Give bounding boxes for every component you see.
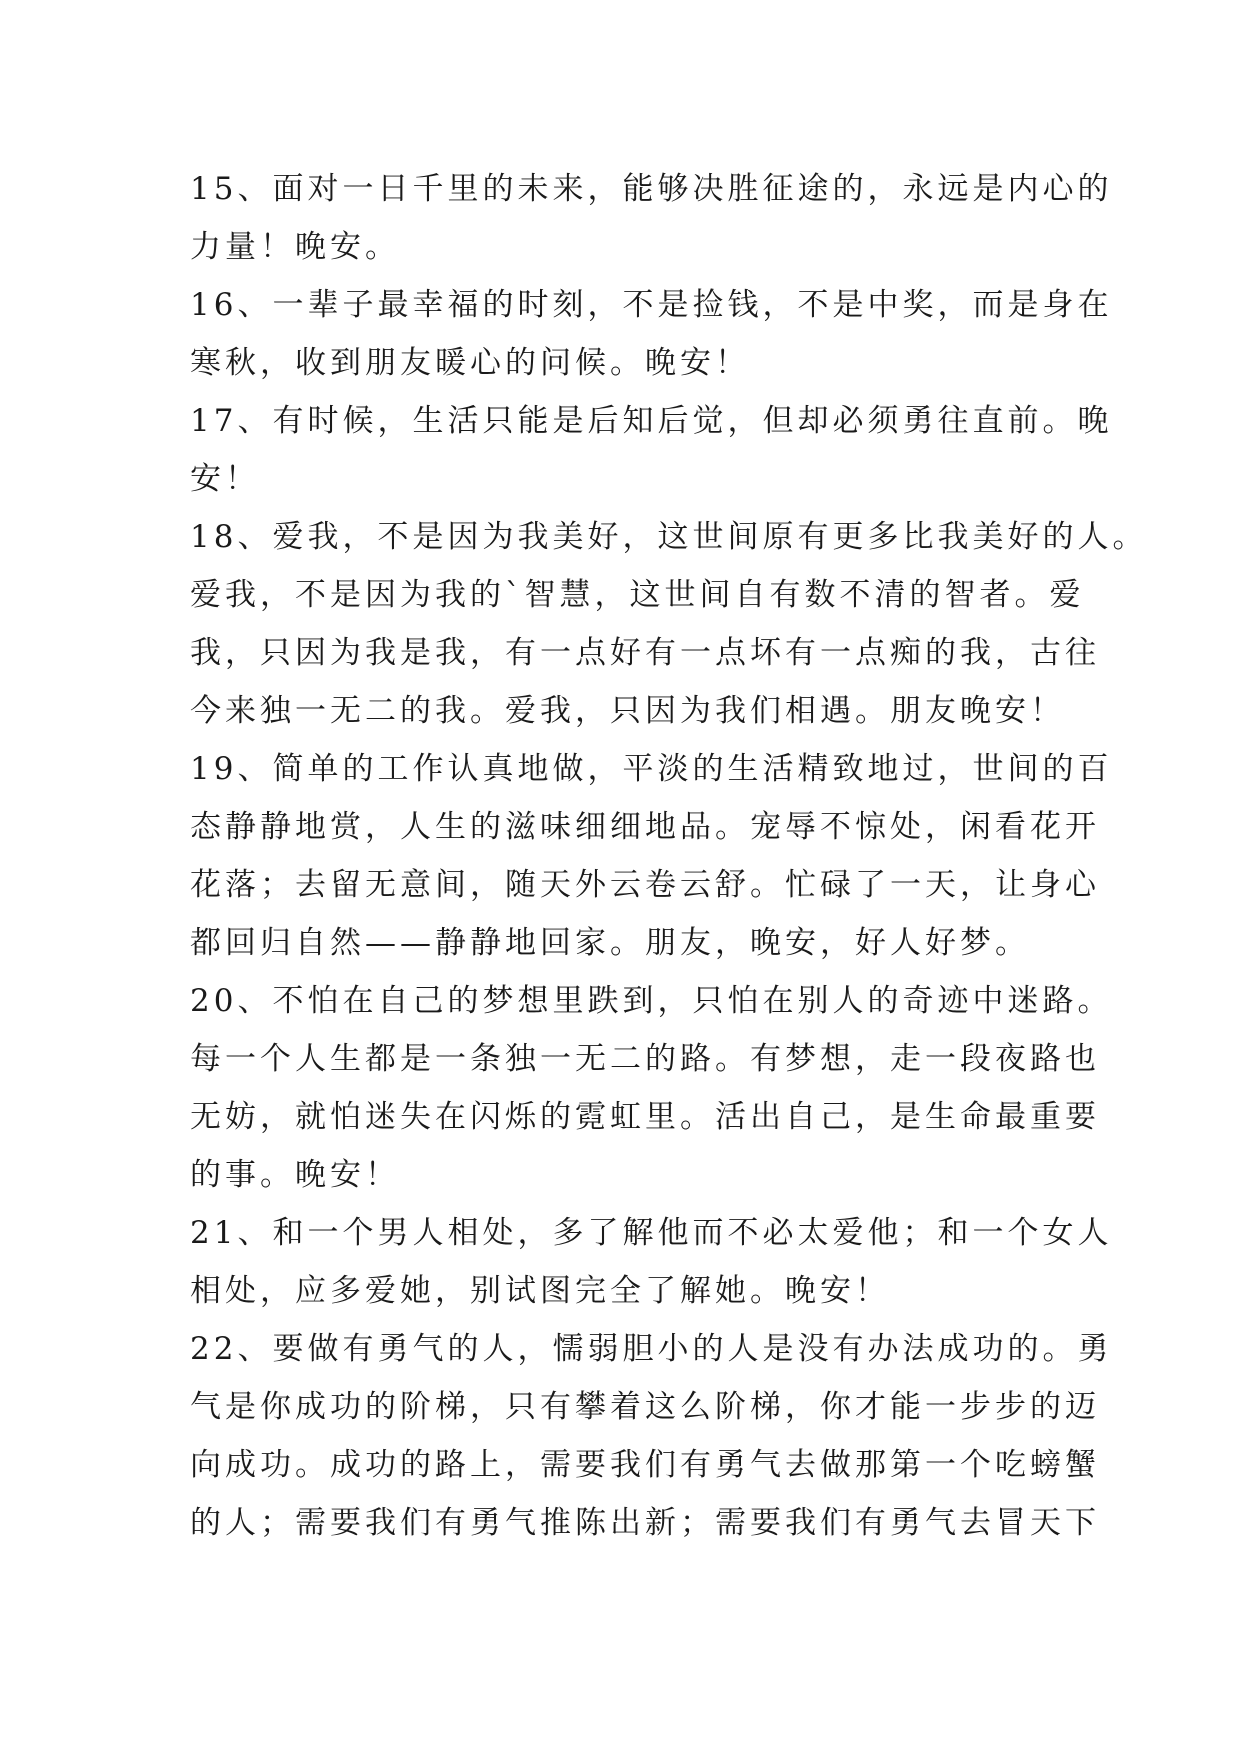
text-line: 气是你成功的阶梯，只有攀着这么阶梯，你才能一步步的迈 <box>190 1389 1100 1425</box>
text-line: 的事。晚安！ <box>190 1157 400 1193</box>
text-line: 向成功。成功的路上，需要我们有勇气去做那第一个吃螃蟹 <box>190 1447 1100 1483</box>
text-line: 态静静地赏，人生的滋味细细地品。宠辱不惊处，闲看花开 <box>190 809 1100 845</box>
text-line: 20、不怕在自己的梦想里跌到，只怕在别人的奇迹中迷路。 <box>190 983 1113 1019</box>
text-line: 17、有时候，生活只能是后知后觉，但却必须勇往直前。晚 <box>190 403 1113 439</box>
text-line: 15、面对一日千里的未来，能够决胜征途的，永远是内心的 <box>190 171 1113 207</box>
text-line: 今来独一无二的我。爱我，只因为我们相遇。朋友晚安！ <box>190 693 1065 729</box>
text-line: 寒秋，收到朋友暖心的问候。晚安！ <box>190 345 750 381</box>
text-line: 18、爱我，不是因为我美好，这世间原有更多比我美好的人。 <box>190 519 1148 555</box>
text-line: 21、和一个男人相处，多了解他而不必太爱他；和一个女人 <box>190 1215 1113 1251</box>
text-line: 相处，应多爱她，别试图完全了解她。晚安！ <box>190 1273 890 1309</box>
text-line: 每一个人生都是一条独一无二的路。有梦想，走一段夜路也 <box>190 1041 1100 1077</box>
text-line: 我，只因为我是我，有一点好有一点坏有一点痴的我，古往 <box>190 635 1100 671</box>
text-line: 爱我，不是因为我的`智慧，这世间自有数不清的智者。爱 <box>190 577 1085 613</box>
text-line: 16、一辈子最幸福的时刻，不是捡钱，不是中奖，而是身在 <box>190 287 1113 323</box>
text-line: 无妨，就怕迷失在闪烁的霓虹里。活出自己，是生命最重要 <box>190 1099 1100 1135</box>
text-line: 都回归自然——静静地回家。朋友，晚安，好人好梦。 <box>190 925 1030 961</box>
text-line: 22、要做有勇气的人，懦弱胆小的人是没有办法成功的。勇 <box>190 1331 1113 1367</box>
text-line: 安！ <box>190 461 260 497</box>
text-line: 19、简单的工作认真地做，平淡的生活精致地过，世间的百 <box>190 751 1113 787</box>
text-line: 花落；去留无意间，随天外云卷云舒。忙碌了一天，让身心 <box>190 867 1100 903</box>
text-line: 力量！晚安。 <box>190 229 400 265</box>
document-body <box>190 160 1148 1552</box>
text-line: 的人；需要我们有勇气推陈出新；需要我们有勇气去冒天下 <box>190 1505 1100 1541</box>
